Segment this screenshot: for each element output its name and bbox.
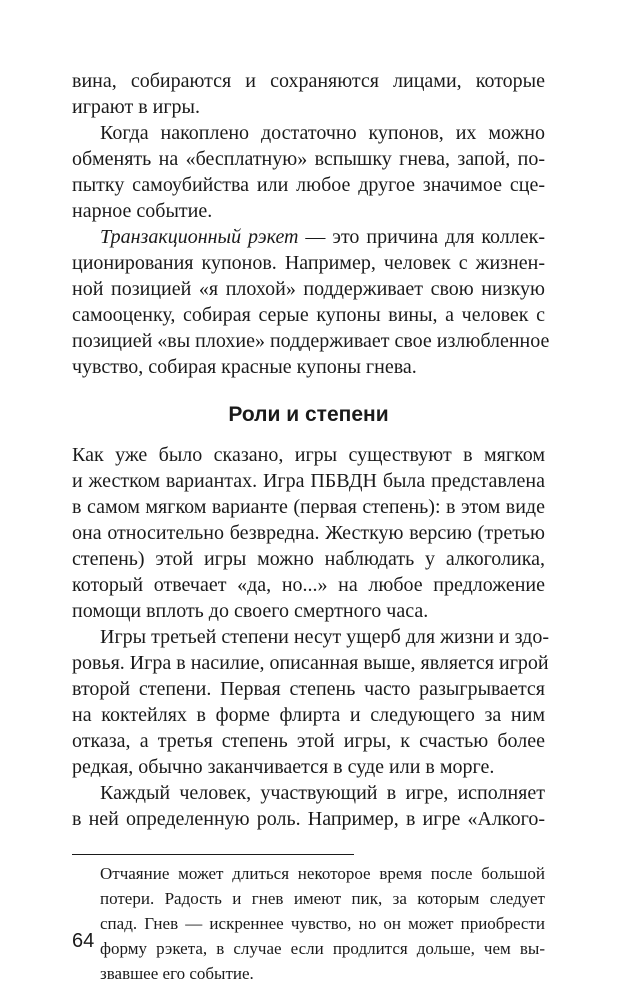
paragraph-coupons-exchange — [72, 120, 545, 224]
paragraph-third-degree — [72, 624, 550, 780]
text-line: пытку самоубийства или любое другое значимое сце- — [72, 174, 545, 196]
text-line: помощи вплоть до своего смертного часа. — [72, 600, 429, 622]
section-heading: Роли и степени — [228, 403, 389, 426]
text-line: вина, собираются и сохраняются лицами, которые — [72, 70, 545, 92]
text-line: на коктейлях в форме флирта и следующего за ним — [72, 704, 545, 726]
text-line: второй степени. Первая степень часто разыгрывается — [72, 678, 545, 700]
text-line: степень) этой игры можно наблюдать у алкоголика, — [72, 548, 545, 570]
footnote-line: звавшее его событие. — [100, 964, 254, 983]
footnote-line: Отчаяние может длиться некоторое время после большой — [100, 864, 545, 883]
text-line — [72, 224, 545, 250]
text-line: играют в игры. — [72, 96, 200, 118]
text-line: который отвечает «да, но...» на любое предложение — [72, 574, 545, 596]
text-line: ровья. Игра в насилие, описанная выше, является игрой — [72, 652, 549, 674]
text-line: нарное событие. — [72, 200, 213, 222]
paragraph-soft-hard-variants — [72, 442, 545, 624]
text-line: ной позицией «я плохой» поддерживает свою низкую — [72, 278, 545, 300]
paragraph-continuation — [72, 68, 545, 120]
footnote — [72, 861, 545, 986]
text-line: позицией «вы плохие» поддерживает свое излюбленное — [72, 330, 550, 352]
text-line: в ней определенную роль. Например, в игре «Алкого- — [72, 808, 545, 830]
text-line: самооценку, собирая серые купоны вины, а человек с — [72, 304, 545, 326]
text-line: ционирования купонов. Например, человек с жизнен- — [72, 252, 545, 274]
text-line: она относительно безвредна. Жесткую версию (третью — [72, 522, 545, 544]
footnote-line: спад. Гнев — искреннее чувство, но он может приобрести — [100, 914, 545, 933]
text-line: в самом мягком варианте (первая степень): в этом виде — [72, 496, 545, 518]
text-line: чувство, собирая красные купоны гнева. — [72, 356, 417, 378]
italic-term: Транзакционный рэкет — [100, 226, 299, 248]
text-line: Каждый человек, участвующий в игре, исполняет — [100, 782, 545, 804]
text-line: и жестком вариантах. Игра ПБВДН была представлена — [72, 470, 545, 492]
paragraph-roles — [72, 780, 545, 832]
text-line: редкая, обычно заканчивается в суде или в морге. — [72, 756, 495, 778]
footnote-line: форму рэкета, в случае если продлится дольше, чем вы- — [100, 939, 545, 958]
footnote-divider — [72, 854, 354, 855]
page-number: 64 — [72, 930, 95, 952]
book-page — [72, 68, 550, 986]
paragraph-transactional-racket — [72, 224, 550, 380]
footnote-line: потери. Радость и гнев имеют пик, за которым следует — [100, 889, 545, 908]
text-line: Когда накоплено достаточно купонов, их можно — [100, 122, 545, 144]
text-line: Игры третьей степени несут ущерб для жизни и здо- — [100, 626, 550, 648]
text-line: обменять на «бесплатную» вспышку гнева, запой, по- — [72, 148, 545, 170]
text-line: Как уже было сказано, игры существуют в мягком — [72, 444, 545, 466]
text-fragment: — это причина для коллек- — [298, 226, 545, 248]
text-line: отказа, а третья степень этой игры, к счастью более — [72, 730, 545, 752]
